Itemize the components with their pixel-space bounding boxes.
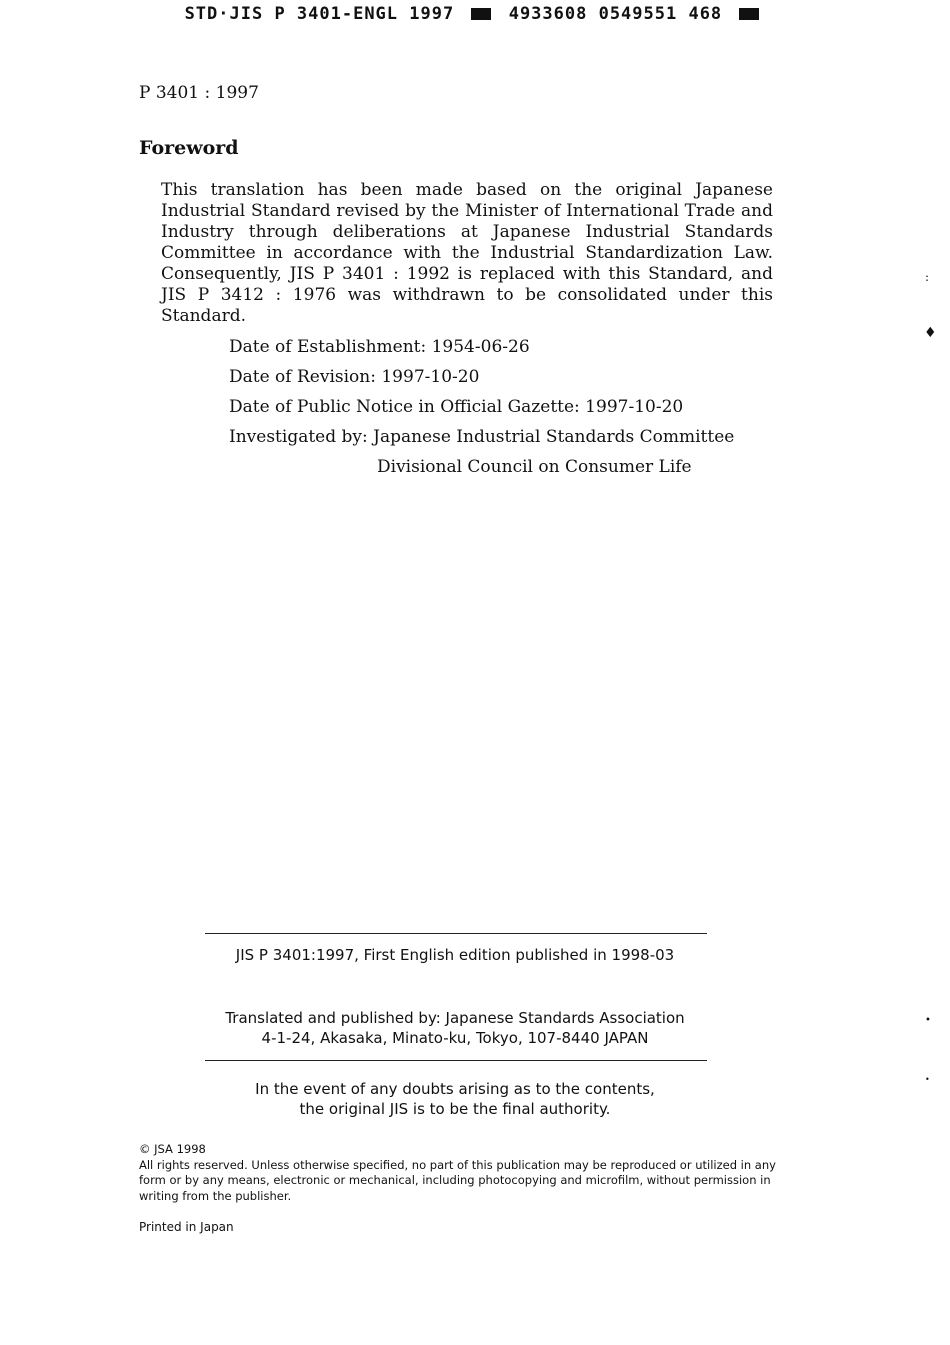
publisher-address: 4-1-24, Akasaka, Minato-ku, Tokyo, 107-8440 JAPAN xyxy=(261,1029,649,1047)
copyright-line: © JSA 1998 xyxy=(139,1142,206,1156)
margin-diamond-mark: ♦ xyxy=(924,325,937,341)
standard-code: STD·JIS P 3401-ENGL 1997 xyxy=(184,4,455,24)
disclaimer-block xyxy=(0,1079,910,1119)
date-of-establishment: Date of Establishment: 1954-06-26 xyxy=(229,337,530,357)
publisher-block xyxy=(0,1008,910,1048)
barcode-block-right xyxy=(739,8,759,20)
document-id: P 3401 : 1997 xyxy=(139,83,259,103)
barcode-numbers: 4933608 0549551 468 xyxy=(508,4,723,24)
date-of-public-notice: Date of Public Notice in Official Gazette: 1997-10-20 xyxy=(229,397,684,417)
disclaimer-line-1: In the event of any doubts arising as to the contents, xyxy=(255,1080,655,1098)
date-of-revision: Date of Revision: 1997-10-20 xyxy=(229,367,480,387)
foreword-body: This translation has been made based on the original Japanese Industrial Standard revised by the Minister of International Trade and Industry through deliberations at Japanese Industrial Standards Committee in accordance with the Industrial Standardization Law. Consequently, JIS P 3401 : 1992 is replaced with this Standard, and JIS P 3412 : 1976 was withdrawn to be consolidated under this Standard. xyxy=(161,180,773,326)
foreword-heading: Foreword xyxy=(139,137,239,159)
dates-block xyxy=(229,336,734,486)
divider-bottom xyxy=(205,1060,707,1061)
edition-line: JIS P 3401:1997, First English edition published in 1998-03 xyxy=(235,946,675,964)
investigated-by-continued: Divisional Council on Consumer Life xyxy=(377,457,692,477)
copyright-block xyxy=(139,1142,779,1204)
disclaimer-line-2: the original JIS is to be the final authority. xyxy=(299,1100,611,1118)
margin-dot-mark-1: • xyxy=(925,1015,931,1026)
header-code-line xyxy=(0,4,950,24)
divider-top xyxy=(205,933,707,934)
barcode-block-left xyxy=(471,8,491,20)
margin-dot-mark-2: • xyxy=(925,1075,930,1084)
rights-statement: All rights reserved. Unless otherwise specified, no part of this publication may be reproduced or utilized in any form or by any means, electronic or mechanical, including photocopying and microfilm, without permission in writing from the publisher. xyxy=(139,1157,776,1203)
investigated-by: Investigated by: Japanese Industrial Standards Committee xyxy=(229,427,735,447)
printed-in: Printed in Japan xyxy=(139,1220,234,1234)
publisher-line-1: Translated and published by: Japanese Standards Association xyxy=(225,1009,685,1027)
margin-dots-mark: : xyxy=(925,270,930,284)
